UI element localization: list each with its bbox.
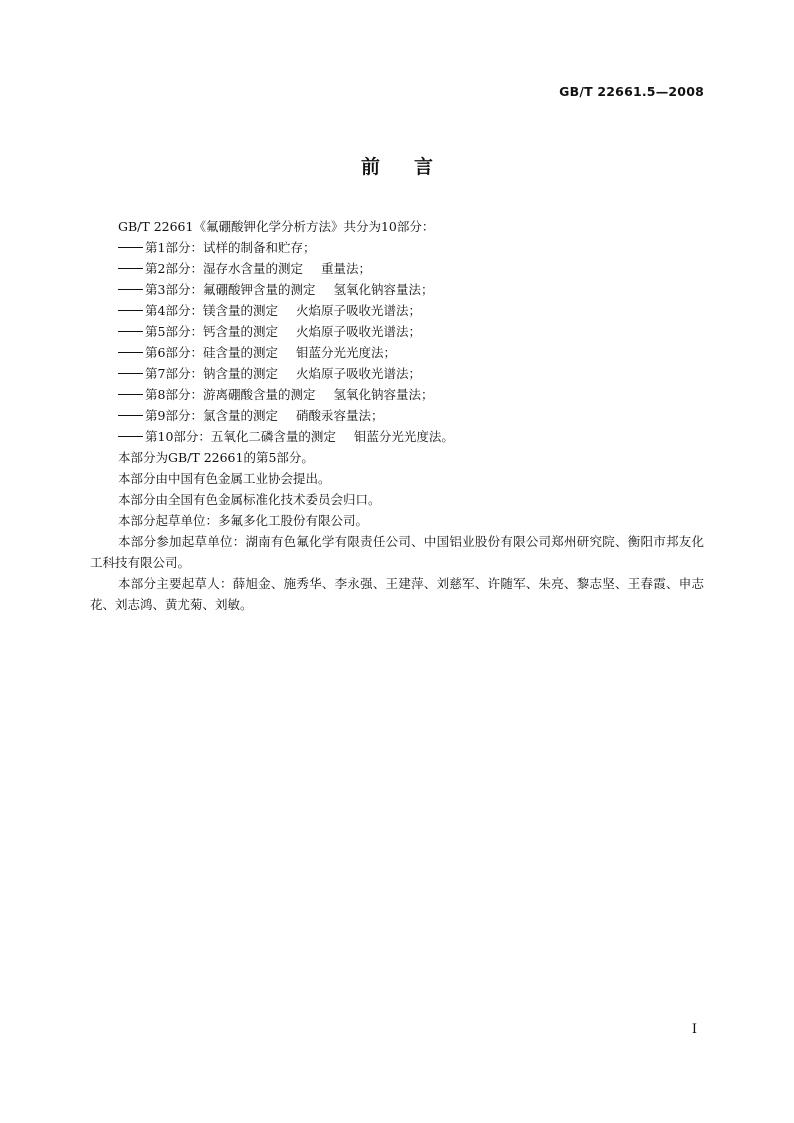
- em-dash-mark: [118, 268, 143, 269]
- foreword-body: [90, 216, 704, 615]
- em-dash-mark: [118, 415, 143, 416]
- list-item: 第7部分：钠含量的测定 火焰原子吸收光谱法；: [90, 363, 704, 384]
- em-dash-mark: [118, 373, 143, 374]
- list-item: 第6部分：硅含量的测定 钼蓝分光光度法；: [90, 342, 704, 363]
- list-item: 第9部分：氯含量的测定 硝酸汞容量法；: [90, 405, 704, 426]
- em-dash-mark: [118, 247, 143, 248]
- managed-by-statement: 本部分由全国有色金属标准化技术委员会归口。: [118, 492, 381, 507]
- list-item: 第4部分：镁含量的测定 火焰原子吸收光谱法；: [90, 300, 704, 321]
- em-dash-mark: [118, 394, 143, 395]
- participating-units-statement: 本部分参加起草单位：湖南有色氟化学有限责任公司、中国铝业股份有限公司郑州研究院、衡阳市邦友化工科技有限公司。: [90, 534, 704, 570]
- drafting-unit-statement: 本部分起草单位：多氟多化工股份有限公司。: [118, 513, 369, 528]
- standard-code: GB/T 22661.5—2008: [559, 84, 704, 99]
- part-of-statement: 本部分为GB/T 22661的第5部分。: [118, 450, 314, 465]
- em-dash-mark: [118, 436, 143, 437]
- list-item: 第8部分：游离硼酸含量的测定 氢氧化钠容量法；: [90, 384, 704, 405]
- list-item: 第2部分：湿存水含量的测定 重量法；: [90, 258, 704, 279]
- intro-paragraph: GB/T 22661《氟硼酸钾化学分析方法》共分为10部分：: [118, 219, 435, 234]
- page-number: I: [691, 1022, 697, 1037]
- page-title: 前言: [360, 156, 467, 178]
- list-item: 第1部分：试样的制备和贮存；: [90, 237, 704, 258]
- list-item: 第10部分：五氧化二磷含量的测定 钼蓝分光光度法。: [90, 426, 704, 447]
- proposed-by-statement: 本部分由中国有色金属工业协会提出。: [118, 471, 331, 486]
- em-dash-mark: [118, 289, 143, 290]
- em-dash-mark: [118, 331, 143, 332]
- em-dash-mark: [118, 310, 143, 311]
- em-dash-mark: [118, 352, 143, 353]
- list-item: 第5部分：钙含量的测定 火焰原子吸收光谱法；: [90, 321, 704, 342]
- drafters-statement: 本部分主要起草人：薛旭金、施秀华、李永强、王建萍、刘慈军、许随军、朱亮、黎志坚、王春霞、申志花、刘志鸿、黄尤菊、刘敏。: [90, 576, 704, 612]
- list-item: 第3部分：氟硼酸钾含量的测定 氢氧化钠容量法；: [90, 279, 704, 300]
